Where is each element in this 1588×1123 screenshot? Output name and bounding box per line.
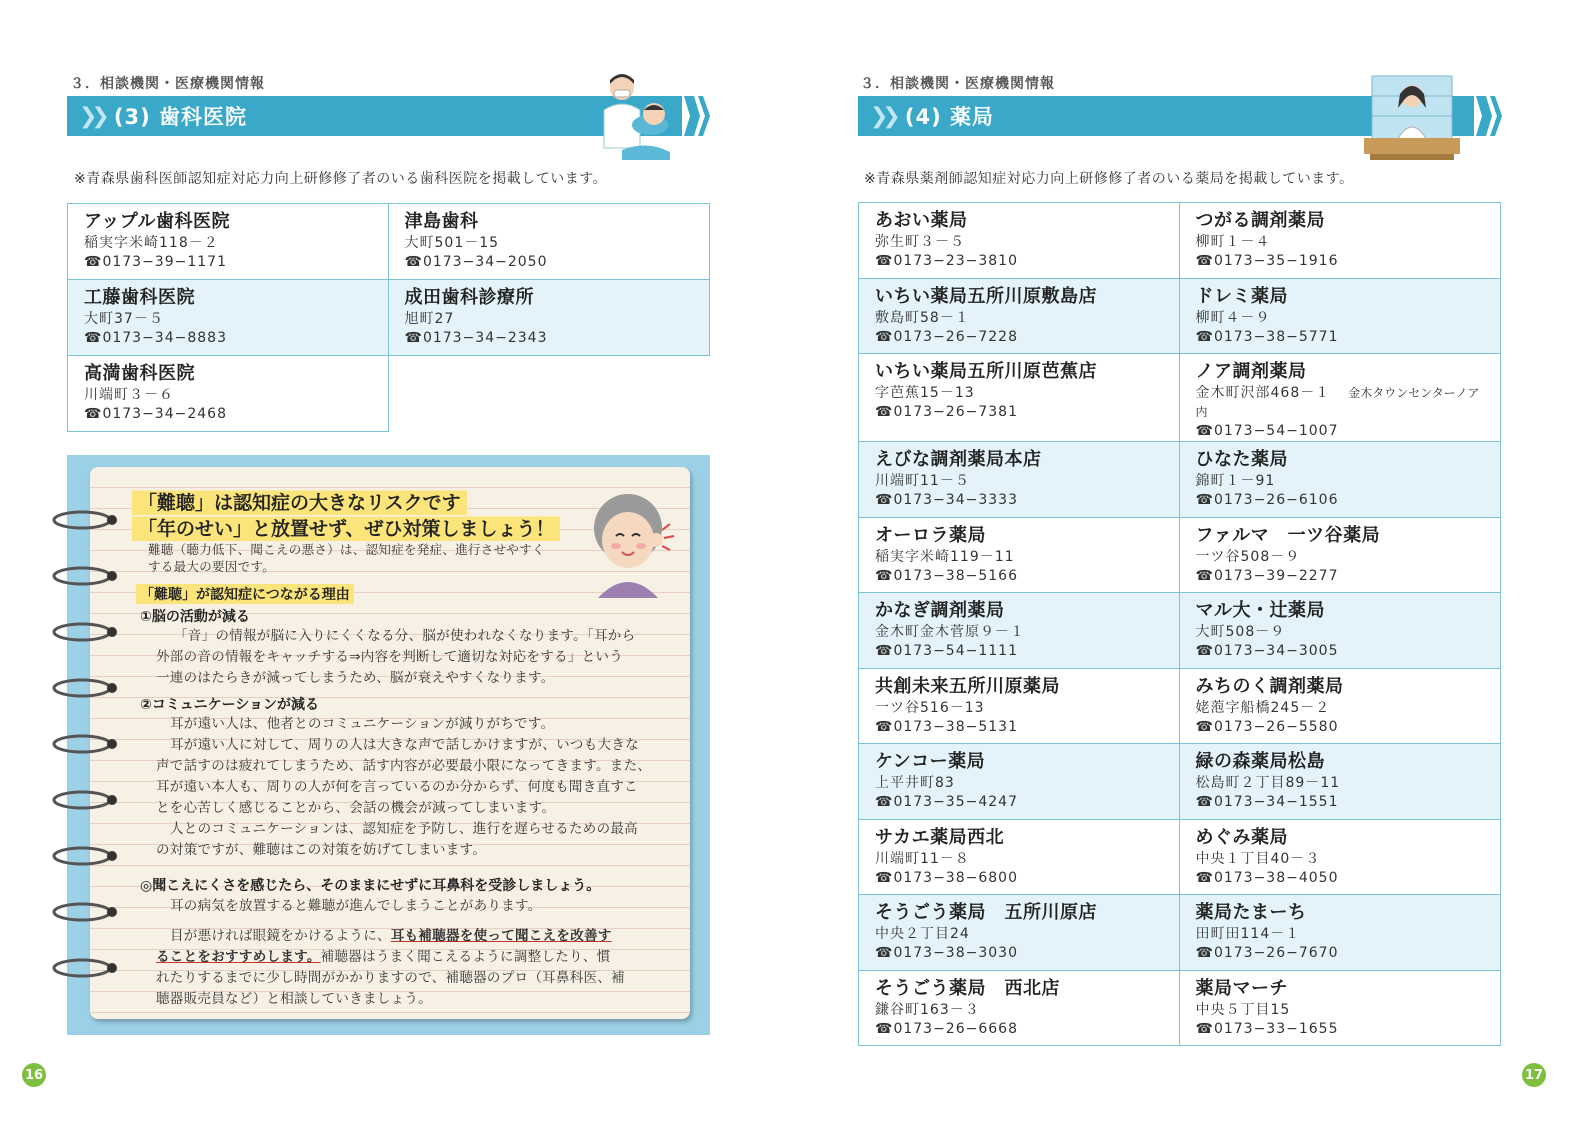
clinic-address: 稲実字米崎118－２ (84, 235, 219, 251)
pharmacy-cell (859, 593, 1180, 669)
memo-line: 人とのコミュニケーションは、認知症を予防し、進行を遅らせるための最高 (170, 821, 638, 837)
section-banner (67, 96, 682, 136)
reason-heading: 「難聴」が認知症につながる理由 (136, 584, 354, 604)
advice-body (156, 896, 625, 1010)
pharmacy-address (1196, 384, 1491, 422)
binder-ring-icon (50, 900, 120, 924)
pharmacy-address-text: 中央２丁目24 (875, 926, 970, 942)
pharmacy-phone: ☎0173−39−2277 (1195, 567, 1339, 584)
pharmacy-address (875, 1001, 1169, 1020)
clinic-cell (388, 204, 710, 280)
memo-line: れたりするまでに少し時間がかかりますので、補聴器のプロ（耳鼻科医、補 (156, 970, 625, 986)
clinic-name: アップル歯科医院 (84, 211, 231, 232)
pharmacy-cell (1179, 354, 1501, 442)
binder-ring-icon (50, 956, 120, 980)
section-label: ３．相談機関・医療機関情報 (70, 76, 265, 92)
pharmacy-address (875, 233, 1169, 252)
banner-title: (3) 歯科医院 (113, 105, 247, 129)
binder-ring-icon (50, 620, 120, 644)
pharmacy-phone: ☎0173−23−3810 (875, 253, 1018, 269)
pharmacy-cell (859, 278, 1180, 354)
pharmacy-cell (859, 744, 1180, 820)
pharmacy-address-text: 一ツ谷508－９ (1195, 548, 1301, 565)
clinic-cell (68, 280, 389, 356)
pharmacy-row (859, 517, 1501, 593)
pharmacy-name: えびな調剤薬局本店 (875, 449, 1042, 470)
clinic-address: 川端町３－６ (84, 387, 174, 403)
pharmacy-name: マル大・辻薬局 (1195, 600, 1325, 621)
pharmacy-address-text: 松島町２丁目89－11 (1195, 775, 1341, 791)
pharmacy-name: オーロラ薬局 (875, 524, 986, 546)
pharmacy-row (859, 819, 1501, 895)
reason2-body (156, 714, 651, 861)
memo-line: とを心苦しく感じることから、会話の機会が減ってしまいます。 (156, 800, 556, 816)
pharmacy-address-text: 中央５丁目15 (1195, 1001, 1291, 1018)
binder-ring-icon (50, 844, 120, 868)
pharmacy-address (1196, 774, 1491, 793)
pharmacy-phone: ☎0173−33−1655 (1195, 1020, 1339, 1037)
clinic-phone: ☎0173−34−2343 (404, 330, 548, 346)
pharmacy-name: めぐみ薬局 (1195, 826, 1288, 848)
pharmacy-address-text: 弥生町３－５ (875, 234, 965, 250)
pharmacy-phone: ☎0173−38−5771 (1195, 328, 1339, 345)
memo-line: 外部の音の情報をキャッチする⇒内容を判断して適切な対応をする」という (156, 649, 624, 665)
pharmacy-phone: ☎0173−38−3030 (875, 945, 1018, 961)
pharmacy-address (1196, 309, 1491, 328)
pharmacy-phone: ☎0173−26−7381 (875, 404, 1018, 420)
pharmacy-phone: ☎0173−38−6800 (875, 869, 1018, 886)
pharmacy-name: ひなた薬局 (1195, 449, 1288, 470)
clinic-name: 津島歯科 (404, 211, 479, 232)
memo-intro-line: 難聴（聴力低下、聞こえの悪さ）は、認知症を発症、進行させやすく (148, 542, 545, 557)
memo-line (156, 926, 625, 947)
pharmacy-address (875, 774, 1169, 793)
empty-cell (388, 356, 710, 432)
pharmacy-address (1196, 925, 1491, 944)
clinic-cell (388, 280, 710, 356)
memo-intro-line: する最大の要因です。 (148, 559, 276, 574)
pharmacy-address (1196, 233, 1491, 252)
clinic-phone: ☎0173−34−8883 (84, 330, 227, 346)
pharmacy-name: 緑の森薬局松島 (1195, 751, 1325, 772)
pharmacy-address-text: 錦町１－91 (1195, 473, 1276, 489)
pharmacy-cell (1179, 819, 1501, 895)
memo-emphasis: 耳も補聴器を使って聞こえを改善す (390, 928, 612, 944)
clinic-cell (68, 356, 389, 432)
pharmacy-address-text: 川端町11－８ (875, 850, 970, 867)
banner-title: (4) 薬局 (904, 105, 994, 129)
pharmacy-cell (1179, 970, 1501, 1046)
memo-line: 耳の病気を放置すると難聴が進んでしまうことがあります。 (170, 898, 542, 914)
memo-line: 耳が遠い人に対して、周りの人は大きな声で話しかけますが、いつも大きな (170, 737, 639, 753)
pharmacy-phone: ☎0173−38−5131 (875, 718, 1018, 735)
pharmacy-address-text: 上平井町83 (875, 775, 955, 791)
memo-line: 「音」の情報が脳に入りにくくなる分、脳が使われなくなります。「耳から (174, 628, 636, 644)
binder-ring-icon (50, 732, 120, 756)
memo-text: 目が悪ければ眼鏡をかけるように、 (170, 928, 391, 944)
pharmacy-address-text: 金木町沢部468－１ (1195, 385, 1331, 401)
elderly-woman-illustration (586, 488, 678, 598)
memo-line: の対策ですが、難聴はこの対策を妨げてしまいます。 (156, 842, 487, 858)
dental-clinic-table (67, 203, 710, 432)
pharmacy-name: 共創未来五所川原薬局 (875, 675, 1060, 697)
pharmacy-cell (859, 668, 1180, 744)
clinic-address: 大町37－５ (84, 311, 164, 327)
pharmacy-name: ドレミ薬局 (1195, 285, 1288, 307)
pharmacy-row (859, 593, 1501, 669)
pharmacy-cell (1179, 203, 1501, 279)
pharmacy-name: サカエ薬局西北 (875, 826, 1005, 848)
pharmacy-phone: ☎0173−38−5166 (875, 567, 1018, 584)
pharmacy-address (1196, 472, 1491, 491)
clinic-phone: ☎0173−34−2050 (404, 254, 548, 270)
binder-ring-icon (50, 676, 120, 700)
pharmacist-illustration (1364, 72, 1460, 160)
memo-line: 声で話すのは疲れてしまうため、話す内容が必要最小限になってきます。また、 (156, 758, 652, 774)
pharmacy-phone: ☎0173−26−7670 (1195, 945, 1339, 961)
pharmacy-cell (1179, 744, 1501, 820)
pharmacy-address-text: 一ツ谷516－13 (875, 699, 985, 716)
pharmacy-name: あおい薬局 (875, 210, 968, 231)
pharmacy-address (1196, 850, 1491, 869)
pharmacy-cell (859, 442, 1180, 518)
double-chevron-icon: ❯❯ (870, 103, 895, 129)
pharmacy-name: いちい薬局五所川原敷島店 (875, 285, 1097, 307)
pharmacy-cell (859, 517, 1180, 593)
right-page (794, 0, 1588, 1123)
reason2-heading: ②コミュニケーションが減る (140, 697, 320, 713)
page-number: 17 (1522, 1063, 1546, 1087)
pharmacy-address-text: 中央１丁目40－３ (1195, 850, 1321, 867)
memo-intro (148, 541, 545, 575)
clinic-cell (68, 204, 389, 280)
pharmacy-address-text: 姥萢字船橋245－２ (1195, 699, 1331, 716)
binder-ring-icon (50, 564, 120, 588)
pharmacy-address-text: 柳町１－４ (1195, 234, 1271, 250)
memo-emphasis: ることをおすすめします。 (156, 949, 321, 965)
pharmacy-address (875, 699, 1169, 718)
pharmacy-phone: ☎0173−34−3005 (1195, 643, 1339, 659)
reason1-heading: ①脳の活動が減る (140, 609, 250, 625)
binder-ring-icon (50, 508, 120, 532)
pharmacy-address-extra: 金木タウンセンターノア内 (1195, 386, 1480, 419)
pharmacy-cell (1179, 895, 1501, 971)
pharmacy-address-text: 敷島町58－１ (875, 309, 970, 326)
pharmacy-phone: ☎0173−26−6668 (875, 1020, 1018, 1037)
arrow-tip-icon (1490, 93, 1506, 139)
clinic-address: 大町501－15 (404, 235, 500, 251)
pharmacy-phone: ☎0173−38−4050 (1195, 869, 1339, 886)
reason1-body (156, 626, 635, 689)
pharmacy-phone: ☎0173−26−5580 (1195, 718, 1339, 735)
pharmacy-table (858, 202, 1501, 1046)
pharmacy-address-text: 稲実字米崎119－11 (875, 548, 1015, 565)
binder-ring-icon (50, 788, 120, 812)
pharmacy-address (1196, 623, 1491, 642)
memo-line: 耳が遠い本人も、周りの人が何を言っているのか分からず、何度も聞き直すこ (156, 779, 638, 795)
clinic-phone: ☎0173−34−2468 (84, 406, 227, 422)
double-chevron-icon: ❯❯ (79, 103, 104, 129)
pharmacy-address (875, 548, 1169, 567)
notice-text: ※青森県歯科医師認知症対応力向上研修修了者のいる歯科医院を掲載しています。 (74, 171, 608, 187)
pharmacy-cell (1179, 668, 1501, 744)
clinic-name: 成田歯科診療所 (404, 287, 534, 308)
pharmacy-row (859, 668, 1501, 744)
pharmacy-cell (859, 970, 1180, 1046)
pharmacy-name: ケンコー薬局 (875, 751, 986, 772)
pharmacy-phone: ☎0173−54−1111 (875, 643, 1018, 659)
pharmacy-name: みちのく調剤薬局 (1195, 675, 1344, 697)
pharmacy-address (875, 925, 1169, 944)
pharmacy-address (1196, 548, 1491, 567)
advice-heading: ◎聞こえにくさを感じたら、そのままにせずに耳鼻科を受診しましょう。 (140, 878, 601, 894)
pharmacy-address-text: 川端町11－５ (875, 473, 970, 489)
arrow-tip-icon (698, 93, 714, 139)
pharmacy-cell (1179, 278, 1501, 354)
pharmacy-address (875, 623, 1169, 642)
pharmacy-name: かなぎ調剤薬局 (875, 600, 1005, 621)
pharmacy-name: ノア調剤薬局 (1195, 361, 1307, 382)
pharmacy-address (1196, 1001, 1491, 1020)
pharmacy-row (859, 744, 1501, 820)
pharmacy-row (859, 354, 1501, 442)
pharmacy-address (1196, 699, 1491, 718)
memo-line: 一連のはたらきが減ってしまうため、脳が衰えやすくなります。 (156, 670, 555, 686)
pharmacy-address (875, 309, 1169, 328)
pharmacy-name: つがる調剤薬局 (1195, 210, 1325, 231)
pharmacy-name: 薬局たまーち (1195, 902, 1307, 923)
pharmacy-row (859, 895, 1501, 971)
pharmacy-address-text: 柳町４－９ (1195, 309, 1271, 326)
memo-line: 耳が遠い人は、他者とのコミュニケーションが減りがちです。 (170, 716, 555, 732)
page-number: 16 (22, 1063, 46, 1087)
memo-line: 聴器販売員など）と相談していきましょう。 (156, 991, 432, 1007)
pharmacy-address (875, 472, 1169, 491)
pharmacy-phone: ☎0173−26−6106 (1195, 492, 1339, 508)
clinic-phone: ☎0173−39−1171 (84, 254, 227, 270)
pharmacy-cell (859, 895, 1180, 971)
dentist-illustration (592, 70, 674, 160)
pharmacy-address-text: 金木町金木菅原９－１ (875, 624, 1025, 640)
pharmacy-name: 薬局マーチ (1195, 977, 1288, 999)
clinic-name: 高満歯科医院 (84, 363, 195, 384)
pharmacy-phone: ☎0173−54−1007 (1195, 423, 1339, 439)
clinic-name: 工藤歯科医院 (84, 287, 195, 308)
pharmacy-phone: ☎0173−26−7228 (875, 328, 1018, 345)
pharmacy-address-text: 字芭蕉15－13 (875, 385, 975, 401)
pharmacy-row (859, 278, 1501, 354)
pharmacy-cell (1179, 517, 1501, 593)
pharmacy-cell (859, 819, 1180, 895)
pharmacy-name: いちい薬局五所川原芭蕉店 (875, 361, 1097, 382)
memo-title-line2: 「年のせい」と放置せず、ぜひ対策しましょう！ (132, 514, 560, 541)
pharmacy-address-text: 大町508－９ (1195, 624, 1286, 640)
pharmacy-cell (1179, 442, 1501, 518)
memo-line (156, 947, 625, 968)
notice-text: ※青森県薬剤師認知症対応力向上研修修了者のいる薬局を掲載しています。 (864, 171, 1354, 187)
pharmacy-name: そうごう薬局 五所川原店 (875, 902, 1097, 923)
memo-text: 補聴器はうまく聞こえるように調整したり、慣 (320, 949, 611, 965)
pharmacy-phone: ☎0173−35−4247 (875, 794, 1018, 810)
pharmacy-name: そうごう薬局 西北店 (875, 977, 1060, 999)
pharmacy-phone: ☎0173−35−1916 (1195, 253, 1339, 269)
pharmacy-phone: ☎0173−34−1551 (1195, 794, 1339, 810)
pharmacy-row (859, 442, 1501, 518)
pharmacy-address (875, 850, 1169, 869)
pharmacy-address-text: 田町田114－１ (1195, 926, 1301, 942)
pharmacy-row (859, 970, 1501, 1046)
pharmacy-address-text: 鎌谷町163－３ (875, 1001, 980, 1018)
pharmacy-name: ファルマ 一ツ谷薬局 (1195, 524, 1381, 546)
pharmacy-cell (859, 203, 1180, 279)
pharmacy-cell (1179, 593, 1501, 669)
memo-title-line1: 「難聴」は認知症の大きなリスクです (132, 488, 467, 515)
pharmacy-phone: ☎0173−34−3333 (875, 492, 1018, 508)
pharmacy-row (859, 203, 1501, 279)
pharmacy-cell (859, 354, 1180, 442)
clinic-address: 旭町27 (404, 311, 455, 327)
pharmacy-address (875, 384, 1169, 403)
section-label: ３．相談機関・医療機関情報 (860, 76, 1055, 92)
